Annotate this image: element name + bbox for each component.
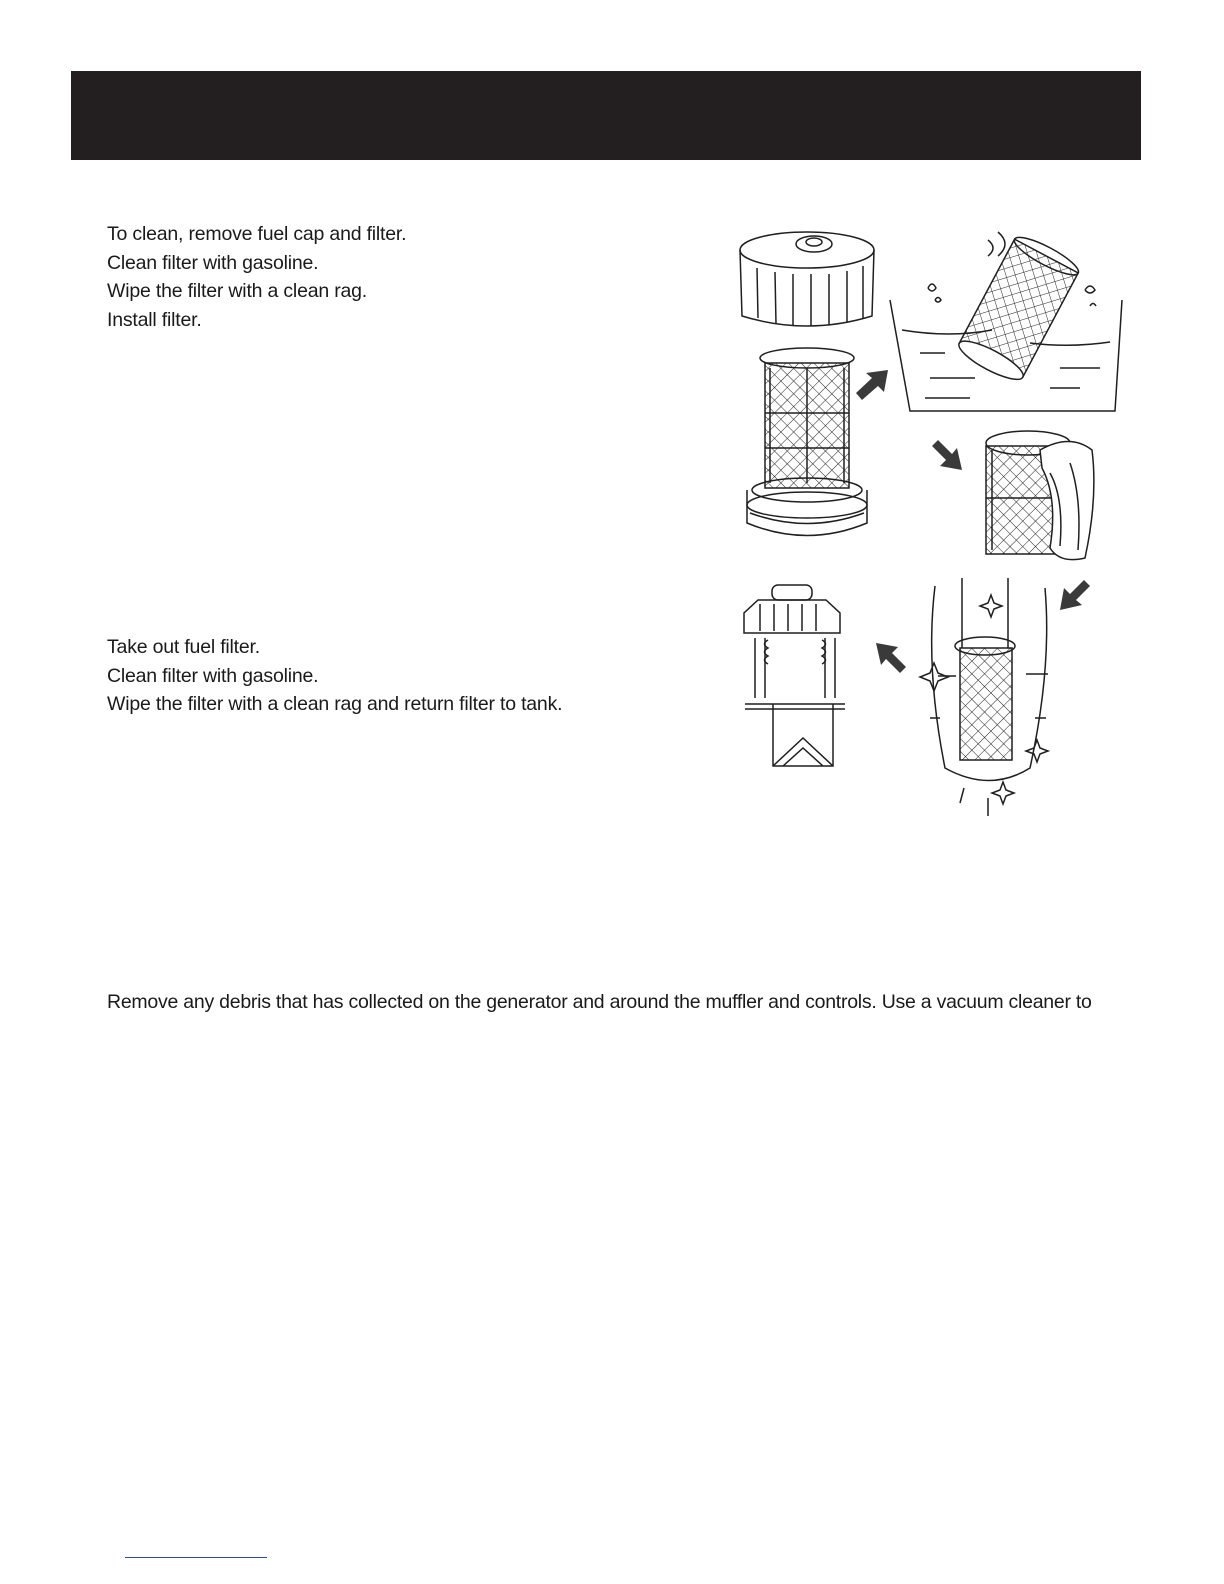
arrow-left-up-icon bbox=[876, 643, 906, 673]
instruction-line: Install filter. bbox=[107, 308, 202, 331]
instruction-line: To clean, remove fuel cap and filter. bbox=[107, 223, 407, 245]
instruction-line: Wipe the filter with a clean rag and return filter to tank. bbox=[107, 693, 563, 715]
gasoline-tray-icon bbox=[890, 231, 1122, 411]
rag-wipe-icon bbox=[986, 431, 1094, 560]
filter-cleaning-illustration bbox=[730, 228, 1130, 818]
filter-cross-section-icon bbox=[744, 585, 845, 766]
footer-link-underline[interactable] bbox=[125, 1557, 267, 1558]
arrow-left-down-icon bbox=[1060, 580, 1090, 610]
fuel-cap-filter-instructions bbox=[107, 220, 406, 334]
instruction-line: Clean filter with gasoline. bbox=[107, 664, 319, 687]
clean-filter-icon bbox=[920, 578, 1048, 816]
fuel-filter-instructions bbox=[107, 633, 562, 719]
fuel-cap-icon bbox=[740, 232, 874, 326]
arrow-right-down-icon bbox=[932, 440, 962, 470]
arrow-right-up-icon bbox=[856, 370, 888, 400]
debris-instruction: Remove any debris that has collected on the generator and around the muffler and controls. Use a vacuum cleaner to bbox=[107, 991, 1092, 1013]
instruction-line: Clean filter with gasoline. bbox=[107, 251, 319, 274]
header-bar bbox=[71, 71, 1141, 160]
mesh-filter-icon bbox=[747, 348, 867, 536]
instruction-line: Take out fuel filter. bbox=[107, 636, 260, 658]
instruction-line: Wipe the filter with a clean rag. bbox=[107, 280, 368, 302]
